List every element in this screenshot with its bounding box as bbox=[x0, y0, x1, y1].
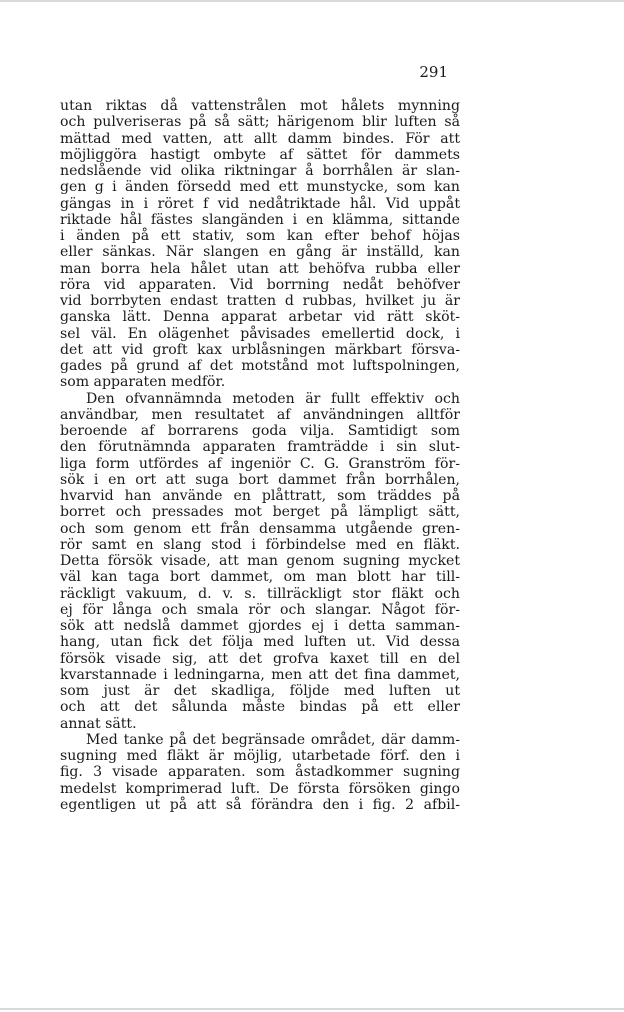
text-line: kvarstannade i ledningarna, men att det fina dammet, bbox=[60, 666, 460, 683]
text-line: gades på grund af det motstånd mot luftspolningen, bbox=[60, 358, 460, 374]
text-line: medelst komprimerad luft. De första försöken gingo bbox=[60, 780, 460, 797]
text-line: man borra hela hålet utan att behöfva rubba eller bbox=[60, 260, 460, 277]
text-line: räckligt vakuum, d. v. s. tillräckligt stor fläkt och bbox=[60, 585, 460, 602]
text-line: det att vid groft kax urblåsningen märkbart försva- bbox=[60, 341, 460, 358]
body-text bbox=[60, 98, 460, 813]
text-line: eller sänkas. När slangen en gång är inställd, kan bbox=[60, 244, 460, 261]
text-line: sel väl. En olägenhet påvisades emellertid dock, i bbox=[60, 325, 460, 342]
text-line: egentligen ut på att så förändra den i fig. 2 afbil- bbox=[60, 796, 460, 813]
text-line: och som genom ett från densamma utgående gren- bbox=[60, 520, 460, 537]
text-line: vid borrbyten endast tratten d rubbas, hvilket ju är bbox=[60, 293, 460, 309]
text-line: annat sätt. bbox=[60, 715, 137, 732]
page-number: 291 bbox=[419, 63, 448, 81]
text-line: Den ofvannämnda metoden är fullt effektiv och bbox=[86, 390, 460, 407]
text-line: möjliggöra hastigt ombyte af sättet för dammets bbox=[60, 146, 460, 163]
text-line: gen g i änden försedd med ett munstycke, som kan bbox=[60, 179, 460, 196]
text-line: utan riktas då vattenstrålen mot hålets mynning bbox=[60, 98, 460, 114]
page-bottom-edge bbox=[0, 1008, 624, 1010]
text-line: hvarvid han använde en plåttratt, som träddes på bbox=[60, 488, 460, 504]
text-line: nedslående vid olika riktningar å borrhålen är slan- bbox=[60, 163, 460, 179]
text-line: fig. 3 visade apparaten. som åstadkommer sugning bbox=[60, 764, 460, 781]
text-line: mättad med vatten, att allt damm bindes. För att bbox=[60, 130, 460, 147]
text-line: borret och pressades mot berget på lämpligt sätt, bbox=[60, 504, 460, 521]
text-line: försök visade sig, att det grofva kaxet till en del bbox=[60, 650, 460, 667]
text-line: ganska lätt. Denna apparat arbetar vid rätt sköt- bbox=[60, 309, 460, 326]
text-line: som apparaten medför. bbox=[60, 374, 226, 391]
text-line: liga form utfördes af ingeniör C. G. Granström för- bbox=[60, 455, 460, 472]
text-line: i änden på ett stativ, som kan efter behof höjas bbox=[60, 228, 460, 244]
text-line: och att det sålunda måste bindas på ett eller bbox=[60, 699, 460, 716]
text-line: sök att nedslå dammet gjordes ej i detta samman- bbox=[60, 618, 460, 634]
text-line: gängas in i röret f vid nedåtriktade hål. Vid uppåt bbox=[60, 195, 460, 212]
text-line: beroende af borrarens goda vilja. Samtidigt som bbox=[60, 423, 460, 439]
text-line: Med tanke på det begränsade området, där damm- bbox=[86, 731, 460, 748]
text-line: röra vid apparaten. Vid borrning nedåt behöfver bbox=[60, 276, 460, 293]
text-line: som just är det skadliga, följde med luften ut bbox=[60, 683, 460, 699]
text-line: ej för långa och smala rör och slangar. Något för- bbox=[60, 601, 460, 618]
text-line: väl kan taga bort dammet, om man blott har till- bbox=[60, 569, 460, 586]
text-line: den förutnämnda apparaten framträdde i sin slut- bbox=[60, 439, 460, 456]
text-line: hang, utan fick det följa med luften ut. Vid dessa bbox=[60, 634, 460, 651]
page-top-edge bbox=[0, 0, 624, 2]
text-line: användbar, men resultatet af användningen alltför bbox=[60, 406, 460, 423]
text-line: och pulveriseras på så sätt; härigenom blir luften så bbox=[60, 114, 460, 131]
text-line: Detta försök visade, att man genom sugning mycket bbox=[60, 553, 460, 569]
text-line: rör samt en slang stod i förbindelse med en fläkt. bbox=[60, 536, 460, 553]
text-line: riktade hål fästes slangänden i en klämma, sittande bbox=[60, 211, 460, 228]
text-line: sugning med fläkt är möjlig, utarbetade förf. den i bbox=[60, 748, 460, 764]
text-line: sök i en ort att suga bort dammet från borrhålen, bbox=[60, 471, 460, 488]
